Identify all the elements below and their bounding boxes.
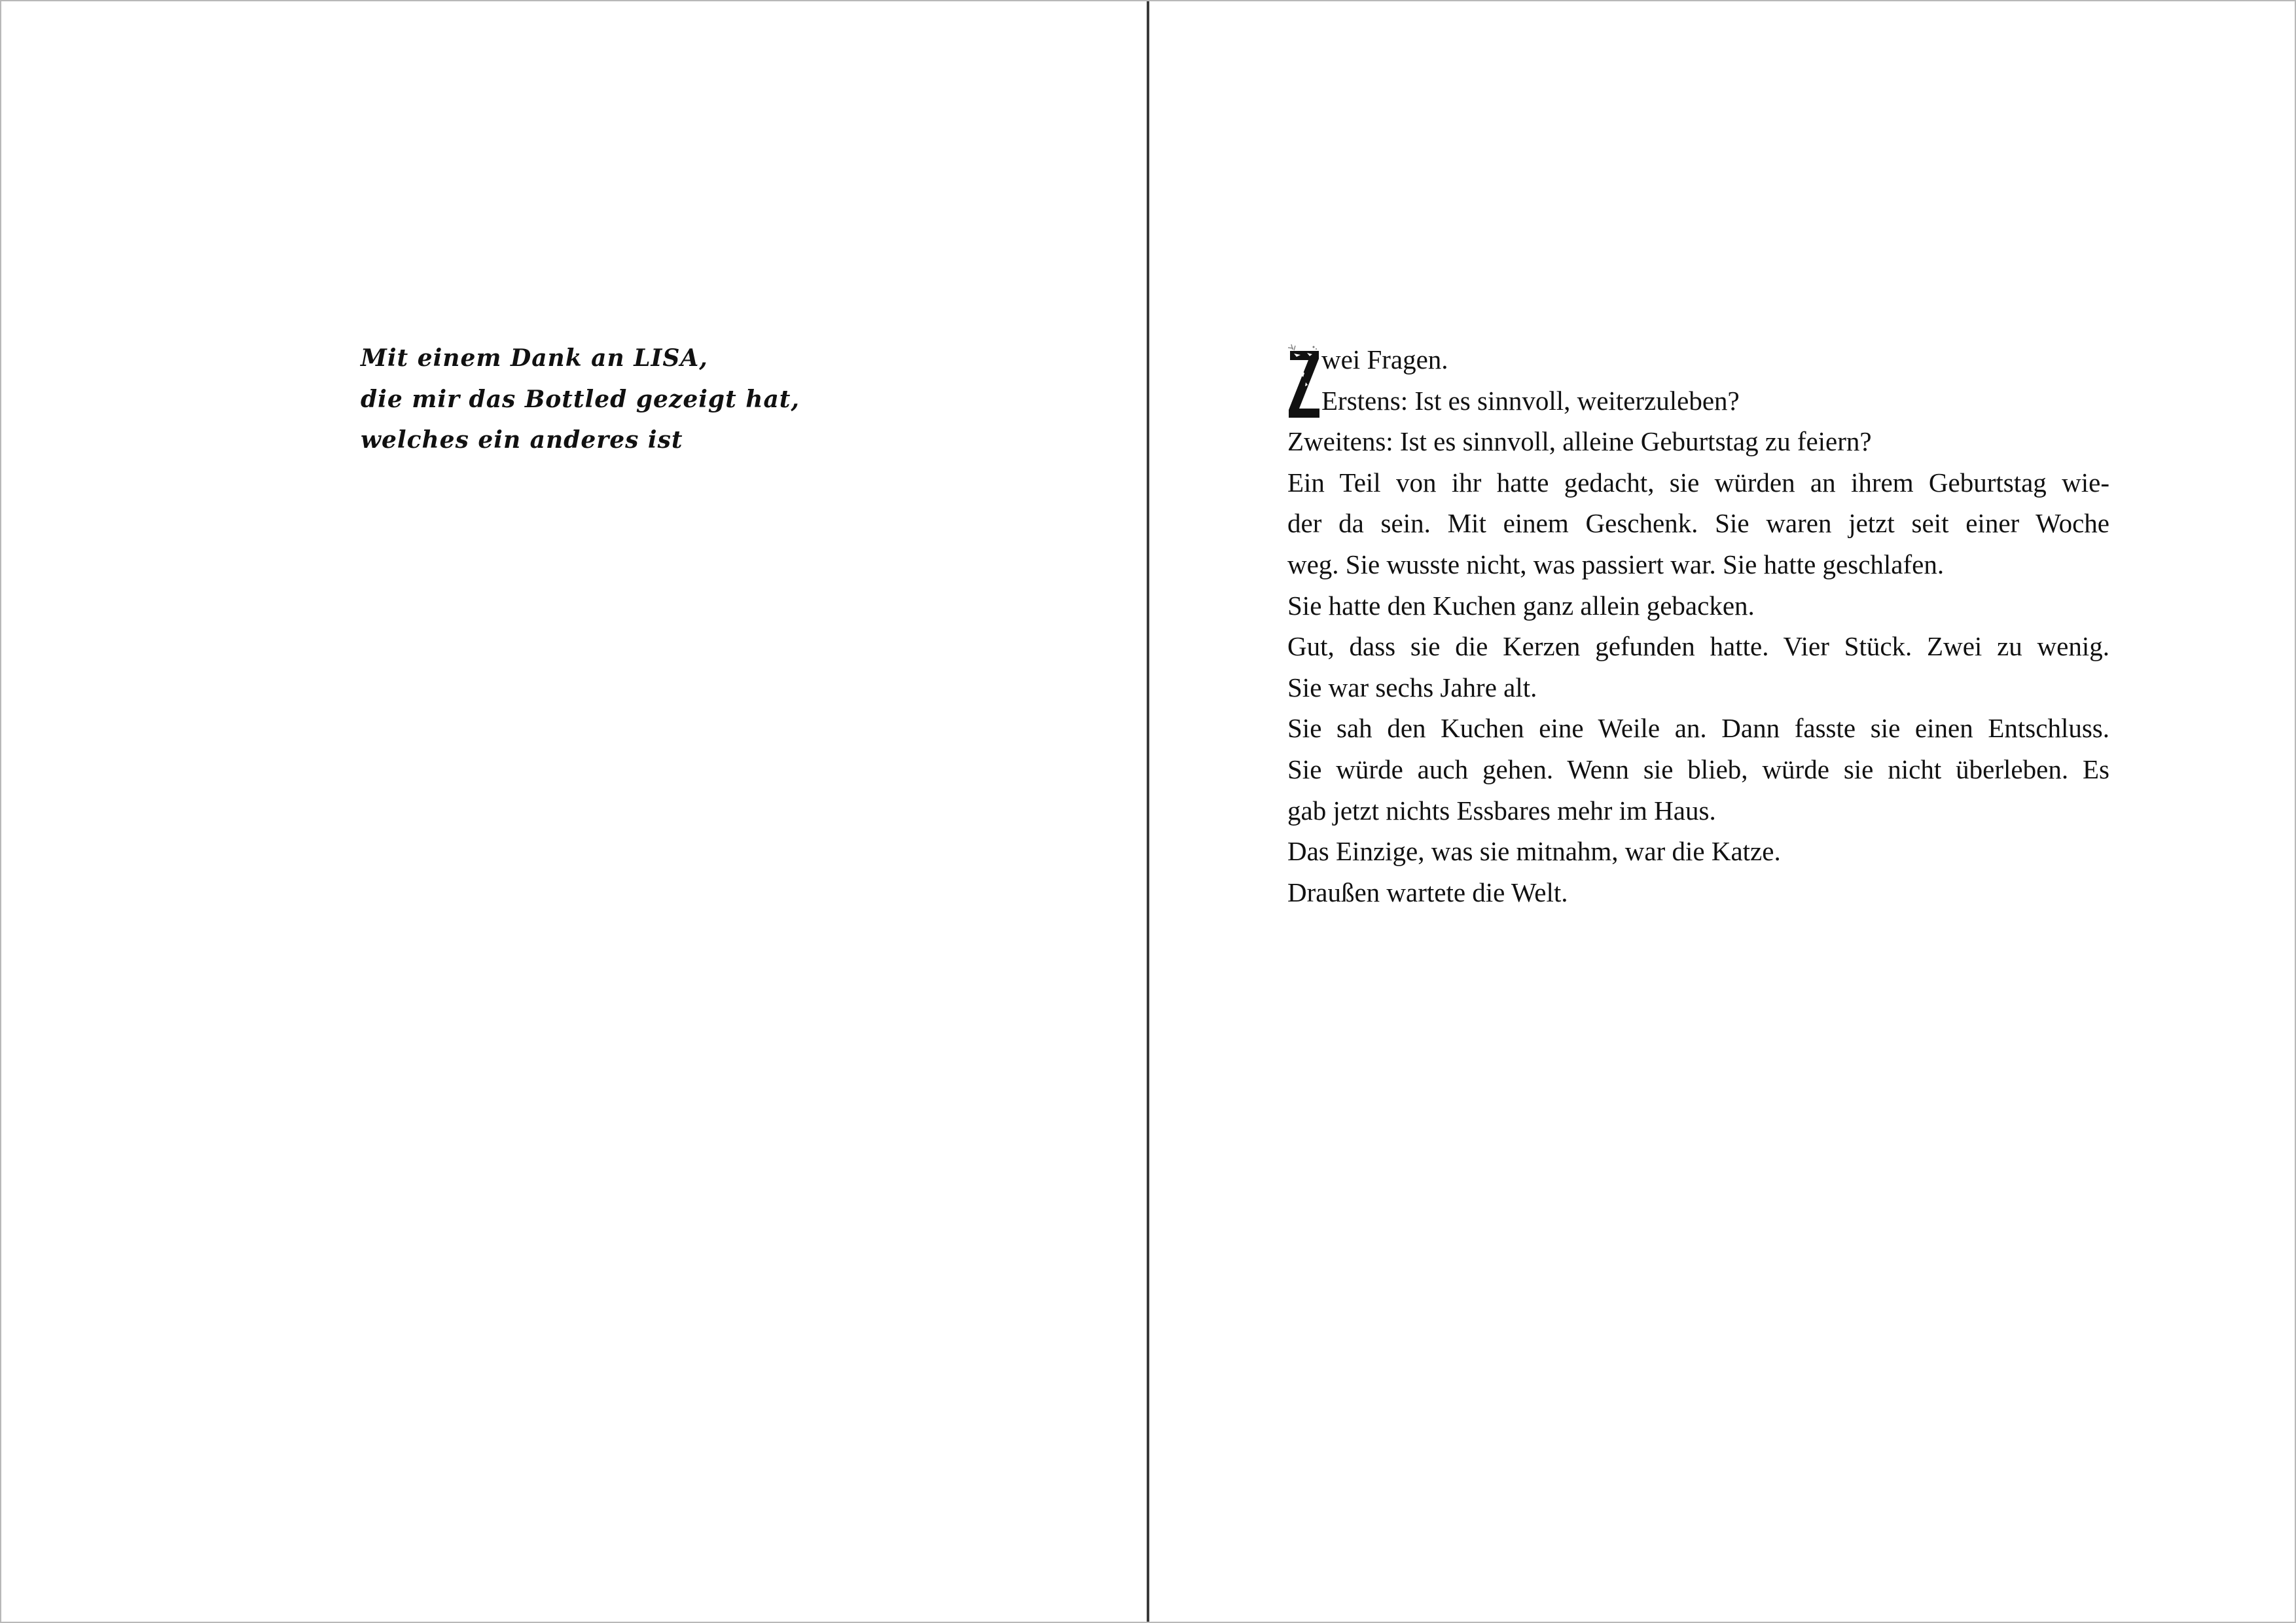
story-line: Sie hatte den Kuchen ganz allein gebacken. — [1287, 590, 1755, 621]
left-page — [1, 1, 1147, 1623]
story-line: Gut, dass sie die Kerzen gefunden hatte. Vier Stück. Zwei zu wenig. — [1287, 631, 2109, 662]
dedication — [361, 338, 950, 461]
story-text — [1287, 339, 2109, 913]
story-line: Das Einzige, was sie mitnahm, war die Katze. — [1287, 836, 1781, 867]
dedication-line: welches ein anderes ist — [361, 426, 683, 454]
drop-cap-z-icon — [1287, 344, 1321, 419]
story-line: der da sein. Mit einem Geschenk. Sie waren jetzt seit einer Woche — [1287, 508, 2109, 539]
right-page — [1149, 1, 2296, 1623]
story-line: Sie war sechs Jahre alt. — [1287, 672, 1537, 702]
story-line: Sie würde auch gehen. Wenn sie blieb, würde sie nicht überleben. Es — [1287, 754, 2109, 784]
story-line: Zweitens: Ist es sinnvoll, alleine Geburtstag zu feiern? — [1287, 426, 1872, 457]
story-line: gab jetzt nichts Essbares mehr im Haus. — [1287, 795, 1716, 826]
story-line: Ein Teil von ihr hatte gedacht, sie würden an ihrem Geburtstag wie- — [1287, 467, 2109, 498]
story-line: Draußen wartete die Welt. — [1287, 877, 1568, 907]
dedication-line: die mir das Bottled gezeigt hat, — [361, 385, 800, 413]
story-line: Erstens: Ist es sinnvoll, weiterzuleben? — [1321, 385, 1740, 416]
dedication-line: Mit einem Dank an LISA, — [361, 344, 708, 372]
story-line: Sie sah den Kuchen eine Weile an. Dann fasste sie einen Entschluss. — [1287, 713, 2109, 744]
story-line: weg. Sie wusste nicht, was passiert war. Sie hatte geschlafen. — [1287, 549, 1945, 579]
story-line: wei Fragen. — [1321, 344, 1448, 374]
